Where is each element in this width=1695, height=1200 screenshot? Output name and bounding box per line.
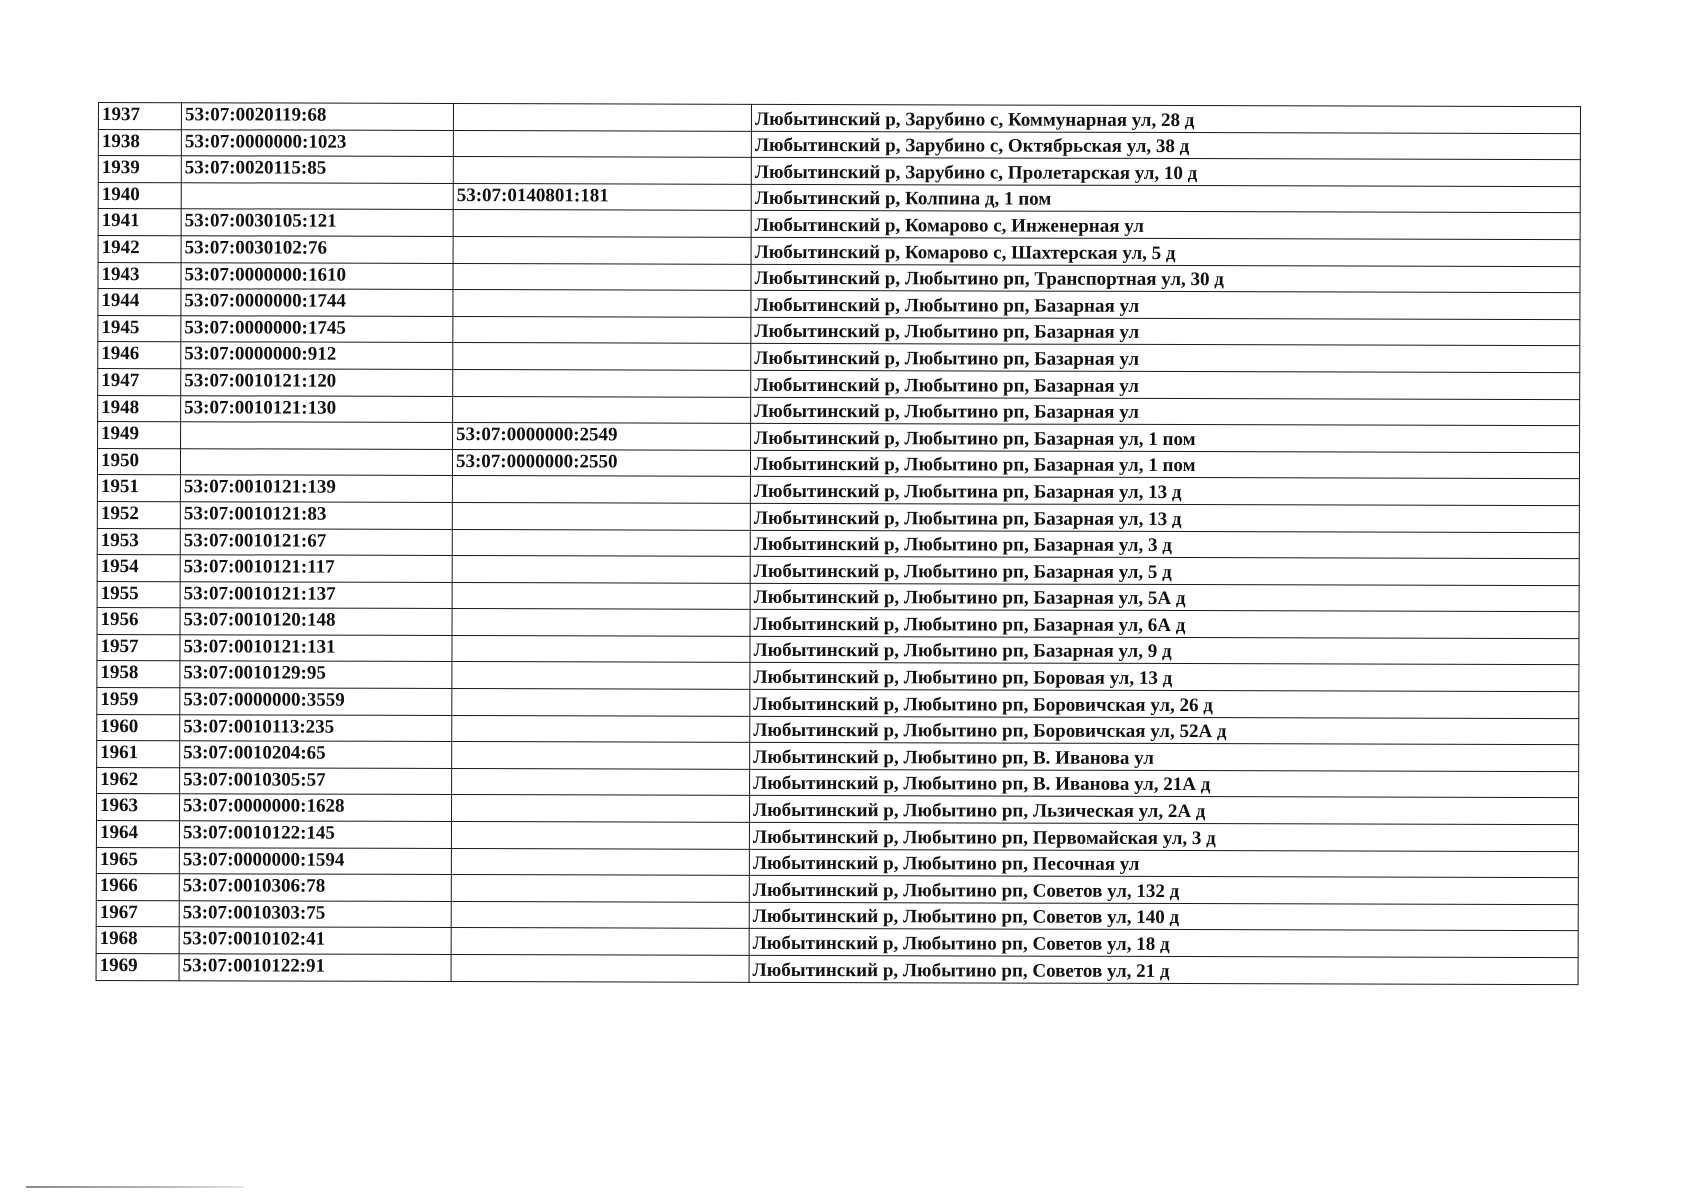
table-row	[98, 182, 1580, 213]
cadastral-number-cell: 53:07:0010102:41	[179, 927, 451, 954]
table-row	[96, 874, 1578, 905]
row-number-cell: 1938	[98, 129, 181, 156]
cadastral-number-secondary-cell	[452, 689, 750, 716]
address-cell: Любытинский р, Любытино рп, Советов ул, 21 д	[749, 955, 1578, 984]
table-row	[98, 103, 1580, 134]
cadastral-number-cell: 53:07:0010121:131	[180, 635, 452, 662]
row-number-cell: 1950	[97, 448, 180, 475]
table-row	[97, 555, 1579, 586]
scan-artifact-line	[26, 1186, 244, 1188]
cadastral-number-cell: 53:07:0020119:68	[181, 103, 453, 130]
cadastral-number-cell	[181, 183, 453, 210]
cadastral-number-secondary-cell: 53:07:0000000:2550	[452, 449, 750, 476]
row-number-cell: 1964	[96, 821, 179, 848]
address-cell: Любытинский р, Зарубино с, Октябрьская ул, 38 д	[751, 131, 1580, 160]
cadastral-number-secondary-cell	[452, 476, 750, 503]
row-number-cell: 1937	[98, 103, 181, 130]
row-number-cell: 1956	[97, 608, 180, 635]
address-cell: Любытинский р, Комарово с, Шахтерская ул, 5 д	[751, 237, 1580, 266]
property-table	[96, 102, 1581, 985]
row-number-cell: 1962	[97, 767, 180, 794]
cadastral-number-secondary-cell	[451, 928, 749, 955]
cadastral-number-secondary-cell	[452, 609, 750, 636]
cadastral-number-cell: 53:07:0000000:1745	[181, 315, 453, 342]
address-cell: Любытинский р, Любытино рп, Базарная ул	[751, 344, 1580, 373]
table-row	[96, 900, 1578, 931]
row-number-cell: 1949	[98, 422, 181, 449]
table-row	[97, 608, 1579, 639]
cadastral-number-cell: 53:07:0010121:120	[181, 369, 453, 396]
cadastral-number-cell: 53:07:0000000:1628	[179, 794, 451, 821]
table-row	[97, 634, 1579, 665]
address-cell: Любытинский р, Любытино рп, Транспортная ул, 30 д	[751, 264, 1580, 293]
row-number-cell: 1944	[98, 289, 181, 316]
cadastral-number-cell: 53:07:0010129:95	[180, 661, 452, 688]
table-row	[98, 129, 1580, 160]
row-number-cell: 1959	[97, 688, 180, 715]
table-row	[97, 714, 1579, 745]
cadastral-number-secondary-cell	[452, 742, 750, 769]
table-row	[97, 767, 1579, 798]
cadastral-number-secondary-cell	[452, 768, 750, 795]
cadastral-number-cell	[181, 422, 453, 449]
address-cell: Любытинский р, Любытино рп, В. Иванова ул	[750, 743, 1579, 772]
table-row	[97, 528, 1579, 559]
address-cell: Любытинский р, Любытино рп, Базарная ул	[751, 290, 1580, 319]
row-number-cell: 1969	[96, 953, 179, 980]
cadastral-number-cell: 53:07:0010305:57	[180, 768, 452, 795]
row-number-cell: 1961	[97, 741, 180, 768]
address-cell: Любытинский р, Любытино рп, Базарная ул, 3 д	[750, 530, 1579, 559]
row-number-cell: 1940	[98, 182, 181, 209]
cadastral-number-secondary-cell	[453, 316, 751, 343]
row-number-cell: 1968	[96, 927, 179, 954]
cadastral-number-secondary-cell	[453, 210, 751, 237]
row-number-cell: 1941	[98, 209, 181, 236]
cadastral-number-cell: 53:07:0010120:148	[180, 608, 452, 635]
row-number-cell: 1943	[98, 262, 181, 289]
row-number-cell: 1952	[97, 501, 180, 528]
cadastral-number-secondary-cell	[451, 875, 749, 902]
address-cell: Любытинский р, Любытино рп, Боровая ул, 13 д	[750, 663, 1579, 692]
cadastral-number-secondary-cell	[453, 157, 751, 184]
cadastral-number-cell: 53:07:0030105:121	[181, 209, 453, 236]
address-cell: Любытинский р, Любытино рп, Боровичская ул, 52А д	[750, 716, 1579, 745]
cadastral-number-secondary-cell	[451, 848, 749, 875]
row-number-cell: 1939	[98, 156, 181, 183]
table-row	[97, 688, 1579, 719]
row-number-cell: 1955	[97, 581, 180, 608]
address-cell: Любытинский р, Любытино рп, Первомайская ул, 3 д	[749, 822, 1578, 851]
cadastral-number-secondary-cell	[452, 502, 750, 529]
cadastral-number-secondary-cell	[452, 715, 750, 742]
cadastral-number-secondary-cell	[452, 582, 750, 609]
cadastral-number-secondary-cell	[452, 556, 750, 583]
row-number-cell: 1953	[97, 528, 180, 555]
cadastral-number-secondary-cell	[453, 290, 751, 317]
address-cell: Любытинский р, Любытино рп, Базарная ул, 9 д	[750, 636, 1579, 665]
row-number-cell: 1945	[98, 315, 181, 342]
cadastral-number-secondary-cell	[453, 263, 751, 290]
row-number-cell: 1942	[98, 235, 181, 262]
cadastral-number-cell: 53:07:0010121:117	[180, 555, 452, 582]
address-cell: Любытинский р, Любытино рп, Базарная ул, 5А д	[750, 583, 1579, 612]
cadastral-number-secondary-cell	[452, 635, 750, 662]
cadastral-number-cell: 53:07:0010113:235	[180, 714, 452, 741]
address-cell: Любытинский р, Любытино рп, Песочная ул	[749, 849, 1578, 878]
table-row	[96, 794, 1578, 825]
table-row	[97, 448, 1579, 479]
cadastral-number-secondary-cell	[451, 954, 749, 981]
cadastral-number-secondary-cell: 53:07:0140801:181	[453, 183, 751, 210]
cadastral-number-secondary-cell	[452, 662, 750, 689]
table-row	[98, 342, 1580, 373]
cadastral-number-cell: 53:07:0000000:3559	[180, 688, 452, 715]
cadastral-number-cell: 53:07:0010303:75	[179, 901, 451, 928]
table-row	[98, 262, 1580, 293]
table-row	[96, 847, 1578, 878]
cadastral-number-secondary-cell	[453, 343, 751, 370]
row-number-cell: 1965	[96, 847, 179, 874]
cadastral-number-cell: 53:07:0000000:1744	[181, 289, 453, 316]
table-row	[97, 741, 1579, 772]
cadastral-number-secondary-cell	[451, 795, 749, 822]
cadastral-number-cell: 53:07:0000000:912	[181, 342, 453, 369]
row-number-cell: 1947	[98, 368, 181, 395]
address-cell: Любытинский р, Любытино рп, Боровичская ул, 26 д	[750, 689, 1579, 718]
property-table-body	[96, 103, 1580, 985]
row-number-cell: 1967	[96, 900, 179, 927]
address-cell: Любытинский р, Колпина д, 1 пом	[751, 184, 1580, 213]
cadastral-number-secondary-cell	[452, 529, 750, 556]
cadastral-number-cell: 53:07:0010121:130	[181, 395, 453, 422]
table-row	[97, 501, 1579, 532]
address-cell: Любытинский р, Любытино рп, Базарная ул, 1 пом	[750, 450, 1579, 479]
address-cell: Любытинский р, Любытино рп, Советов ул, 132 д	[749, 876, 1578, 905]
cadastral-number-cell: 53:07:0010122:145	[179, 821, 451, 848]
cadastral-number-cell: 53:07:0010121:83	[180, 502, 452, 529]
table-row	[98, 209, 1580, 240]
cadastral-number-secondary-cell	[451, 822, 749, 849]
address-cell: Любытинский р, Любытино рп, Советов ул, 140 д	[749, 902, 1578, 931]
row-number-cell: 1954	[97, 555, 180, 582]
address-cell: Любытинский р, Любытина рп, Базарная ул, 13 д	[750, 477, 1579, 506]
address-cell: Любытинский р, Любытина рп, Базарная ул, 13 д	[750, 503, 1579, 532]
table-row	[98, 368, 1580, 399]
cadastral-number-cell: 53:07:0000000:1023	[181, 129, 453, 156]
row-number-cell: 1951	[97, 475, 180, 502]
table-row	[97, 475, 1579, 506]
row-number-cell: 1960	[97, 714, 180, 741]
address-cell: Любытинский р, Любытино рп, Базарная ул	[751, 317, 1580, 346]
cadastral-number-cell: 53:07:0010121:137	[180, 581, 452, 608]
row-number-cell: 1957	[97, 634, 180, 661]
address-cell: Любытинский р, Комарово с, Инженерная ул	[751, 211, 1580, 240]
address-cell: Любытинский р, Любытино рп, Льзическая ул, 2А д	[749, 796, 1578, 825]
row-number-cell: 1948	[98, 395, 181, 422]
address-cell: Любытинский р, Любытино рп, Базарная ул, 6А д	[750, 610, 1579, 639]
table-row	[98, 422, 1580, 453]
cadastral-number-cell: 53:07:0020115:85	[181, 156, 453, 183]
table-row	[98, 315, 1580, 346]
table-row	[96, 821, 1578, 852]
row-number-cell: 1958	[97, 661, 180, 688]
cadastral-number-cell: 53:07:0000000:1610	[181, 262, 453, 289]
table-row	[98, 156, 1580, 187]
table-row	[96, 953, 1578, 984]
cadastral-number-cell: 53:07:0010121:67	[180, 528, 452, 555]
cadastral-number-cell: 53:07:0010306:78	[179, 874, 451, 901]
table-row	[97, 581, 1579, 612]
table-row	[96, 927, 1578, 958]
cadastral-number-cell: 53:07:0010204:65	[180, 741, 452, 768]
address-cell: Любытинский р, Зарубино с, Коммунарная ул, 28 д	[751, 104, 1580, 133]
cadastral-number-secondary-cell	[453, 103, 751, 130]
address-cell: Любытинский р, Любытино рп, Советов ул, 18 д	[749, 929, 1578, 958]
cadastral-number-secondary-cell	[451, 901, 749, 928]
row-number-cell: 1966	[96, 874, 179, 901]
table-row	[98, 235, 1580, 266]
address-cell: Любытинский р, Любытино рп, Базарная ул	[751, 370, 1580, 399]
property-table-wrapper	[96, 102, 1581, 985]
cadastral-number-secondary-cell	[453, 369, 751, 396]
address-cell: Любытинский р, Любытино рп, Базарная ул	[751, 397, 1580, 426]
table-row	[98, 289, 1580, 320]
table-row	[97, 661, 1579, 692]
cadastral-number-secondary-cell	[453, 130, 751, 157]
cadastral-number-secondary-cell	[453, 396, 751, 423]
address-cell: Любытинский р, Любытино рп, В. Иванова ул, 21А д	[750, 769, 1579, 798]
cadastral-number-cell	[180, 448, 452, 475]
cadastral-number-cell: 53:07:0030102:76	[181, 236, 453, 263]
address-cell: Любытинский р, Зарубино с, Пролетарская ул, 10 д	[751, 158, 1580, 187]
cadastral-number-secondary-cell: 53:07:0000000:2549	[453, 423, 751, 450]
cadastral-number-cell: 53:07:0010122:91	[179, 954, 451, 981]
row-number-cell: 1963	[96, 794, 179, 821]
address-cell: Любытинский р, Любытино рп, Базарная ул, 5 д	[750, 556, 1579, 585]
address-cell: Любытинский р, Любытино рп, Базарная ул, 1 пом	[751, 423, 1580, 452]
table-row	[98, 395, 1580, 426]
row-number-cell: 1946	[98, 342, 181, 369]
cadastral-number-cell: 53:07:0010121:139	[180, 475, 452, 502]
cadastral-number-secondary-cell	[453, 236, 751, 263]
cadastral-number-cell: 53:07:0000000:1594	[179, 847, 451, 874]
